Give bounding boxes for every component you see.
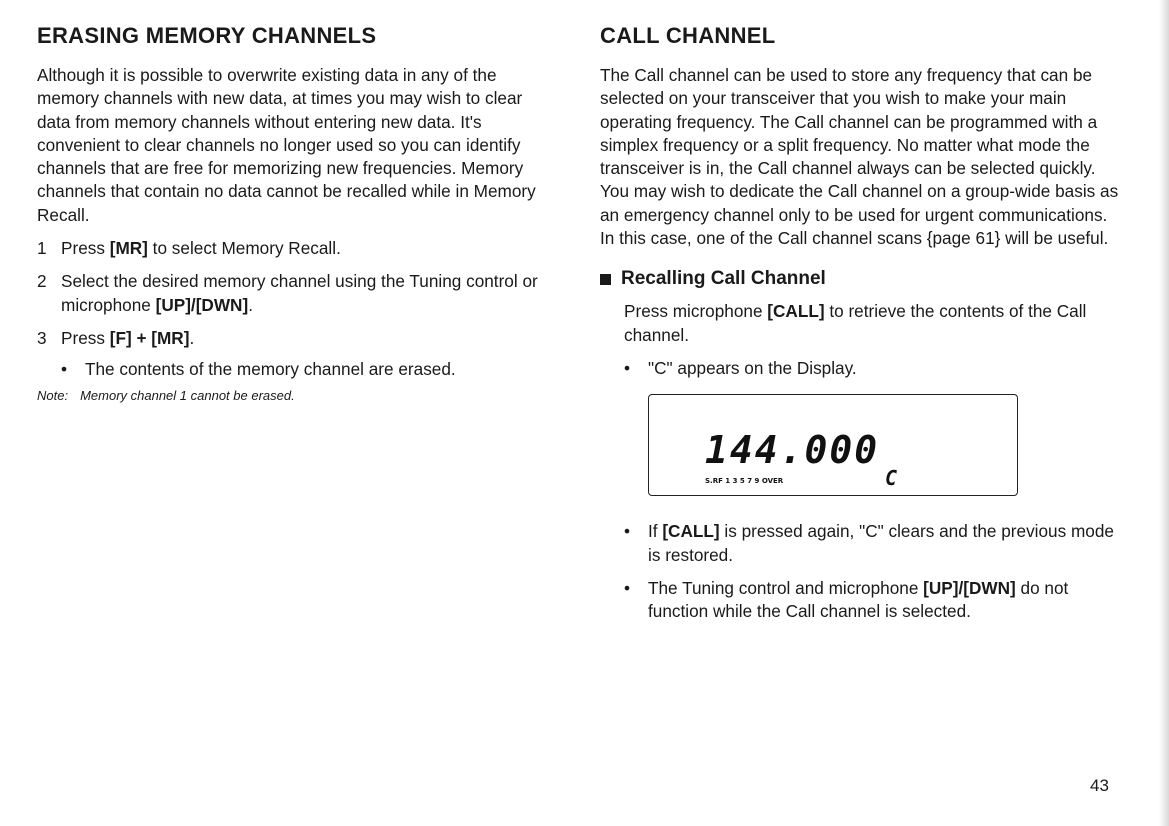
step-text: .	[248, 294, 253, 315]
step-number: 1	[37, 238, 47, 259]
bullet-text: is pressed again, "C" clears and the previous mode is restored.	[648, 521, 1114, 565]
step-text: to select Memory Recall.	[147, 238, 341, 259]
bullet-text: do not function while the Call channel is selected.	[648, 577, 1069, 622]
press-call-instruction	[600, 300, 1120, 347]
bullet-dot-icon: •	[624, 357, 631, 378]
bullet-dot-icon: •	[624, 577, 631, 598]
call-channel-intro: The Call channel can be used to store any frequency that can be selected on your transceiver that you wish to make your main operating frequency. The Call channel can be programmed with a simplex frequency or a split frequency. No matter what mode the transceiver is in, the Call channel always can be selected quickly. You may wish to dedicate the Call channel on a group-wide basis as an emergency channel only to be used for urgent communications. In this case, one of the Call channel scans {page 61} will be useful.	[600, 65, 1119, 249]
bullet-dot-icon: •	[624, 521, 631, 542]
call-again-bullet	[600, 520, 1120, 567]
note	[37, 388, 557, 403]
c-appears-bullet	[600, 357, 1120, 380]
step-2	[37, 270, 557, 317]
bullet-text: The Tuning control and microphone	[648, 577, 924, 598]
step-3	[37, 327, 557, 350]
step-text: Select the desired memory channel using the Tuning control or microphone	[61, 271, 538, 315]
step-text: .	[189, 327, 195, 348]
step-1	[37, 237, 557, 260]
erasing-heading: ERASING MEMORY CHANNELS	[37, 23, 377, 48]
lcd-svg	[649, 395, 1017, 495]
right-column	[600, 22, 1120, 623]
step-number: 2	[37, 271, 47, 292]
key-label: [CALL]	[662, 521, 720, 542]
lcd-frequency: 144.000	[705, 428, 880, 473]
bullet-dot-icon: •	[61, 359, 68, 380]
erase-result-bullet	[37, 358, 557, 381]
key-label: [UP]/[DWN]	[923, 577, 1016, 598]
square-bullet-icon	[600, 274, 611, 285]
key-label: [UP]/[DWN]	[155, 294, 249, 315]
call-channel-heading: CALL CHANNEL	[600, 23, 776, 48]
lcd-meter-label: S.RF 1 3 5 7 9 OVER	[705, 477, 784, 486]
recalling-subheading	[600, 268, 1120, 290]
note-text: Memory channel 1 cannot be erased.	[80, 387, 295, 403]
step-number: 3	[37, 327, 47, 348]
page-edge	[1159, 0, 1169, 826]
left-column	[37, 22, 557, 403]
instruction-text: to retrieve the contents of the Call channel.	[624, 301, 1087, 345]
key-label: [MR]	[109, 238, 148, 259]
bullet-text: "C" appears on the Display.	[648, 357, 857, 378]
step-text: Press	[61, 238, 110, 259]
step-text: Press	[61, 327, 110, 348]
erasing-intro: Although it is possible to overwrite existing data in any of the memory channels with new data, at times you may wish to clear data from memory channels without entering new data. It's convenient to clear channels no longer used so you can identify channels that are free for memorizing new frequencies. Memory channels that contain no data cannot be recalled while in Memory Recall.	[37, 65, 536, 225]
note-label: Note:	[37, 387, 69, 403]
lcd-display-illustration	[648, 394, 1018, 496]
key-label: [CALL]	[767, 301, 825, 322]
instruction-text: Press microphone	[624, 301, 768, 322]
subheading-text: Recalling Call Channel	[621, 268, 826, 290]
lcd-call-indicator: C	[885, 466, 898, 491]
bullet-text: The contents of the memory channel are erased.	[85, 359, 456, 380]
bullet-text: If	[648, 521, 663, 542]
page-number: 43	[1090, 776, 1109, 795]
key-label: [F] + [MR]	[109, 327, 190, 348]
tuning-disabled-bullet	[600, 577, 1120, 624]
